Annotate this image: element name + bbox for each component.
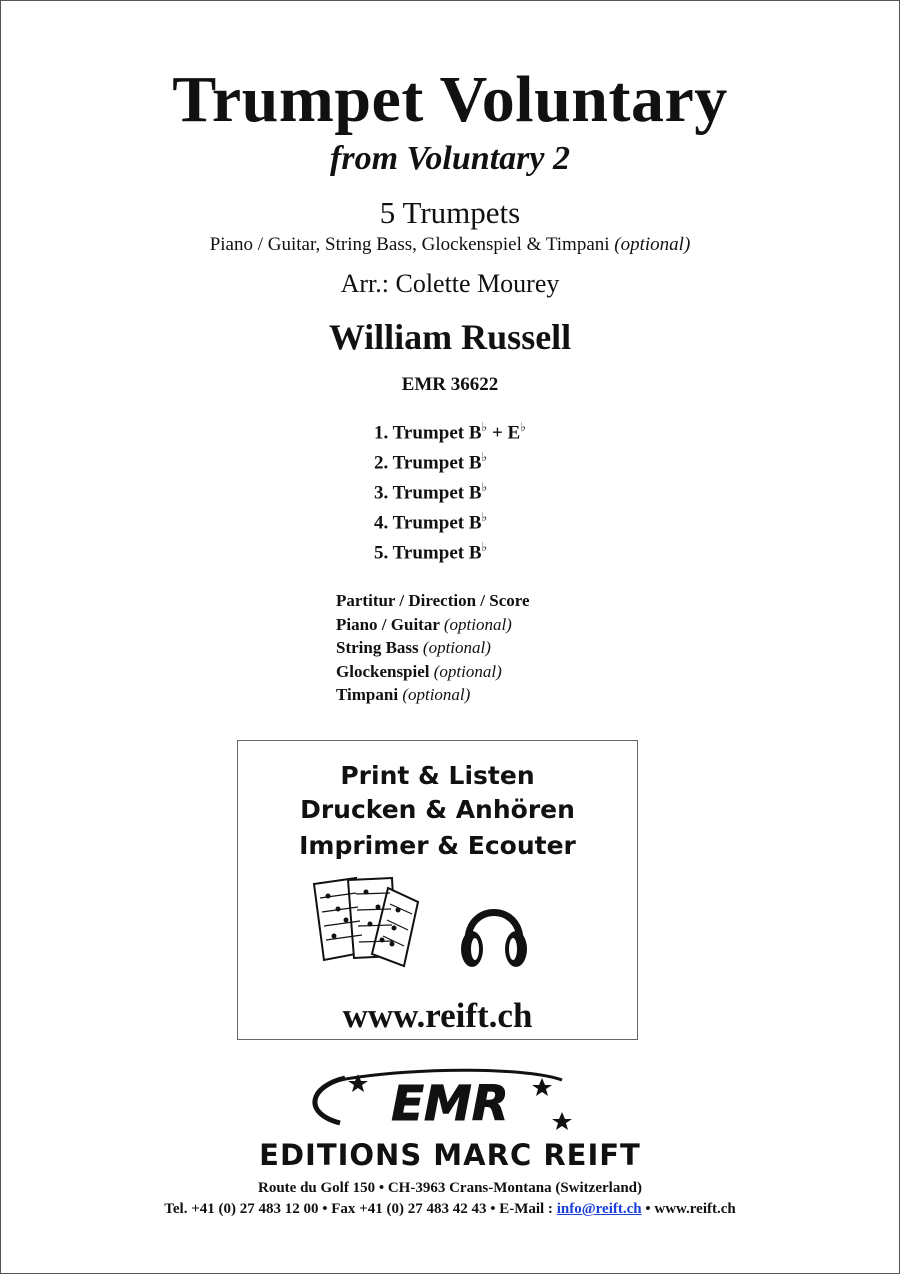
logo-text: EMR	[391, 1076, 509, 1132]
arranger: Arr.: Colette Mourey	[340, 269, 560, 298]
instrumentation: 5 Trumpets	[379, 195, 521, 230]
part-item: 5. Trumpet B♭	[374, 540, 488, 564]
print-listen-box	[237, 740, 638, 1040]
publisher-name: EDITIONS MARC REIFT	[259, 1138, 641, 1172]
extra-item: Glockenspiel (optional)	[336, 661, 502, 681]
optional-label: (optional)	[614, 234, 691, 255]
publisher-contact: Tel. +41 (0) 27 483 12 00 • Fax +41 (0) 27 483 42 43 • E-Mail : info@reift.ch • www.reift.ch	[164, 1201, 736, 1217]
part-item: 2. Trumpet B♭	[374, 450, 488, 474]
promo-line-de: Drucken & Anhören	[300, 795, 575, 824]
optional-instruments	[0, 234, 900, 256]
optional-instruments-text: Piano / Guitar, String Bass, Glockenspiel & Timpani	[209, 234, 610, 255]
part-item: 1. Trumpet B♭ + E♭	[374, 420, 526, 444]
extras-list	[336, 589, 530, 707]
page-title: Trumpet Voluntary	[172, 63, 728, 136]
extra-item: String Bass (optional)	[336, 638, 491, 657]
star-icon	[552, 1112, 572, 1130]
publisher-address: Route du Golf 150 • CH-3963 Crans-Montana (Switzerland)	[258, 1180, 642, 1196]
extra-item: Piano / Guitar (optional)	[336, 614, 512, 634]
catalog-number: EMR 36622	[401, 374, 499, 395]
part-item: 3. Trumpet B♭	[374, 480, 488, 504]
headphones-icon	[458, 891, 530, 971]
email-link[interactable]: info@reift.ch	[556, 1201, 642, 1217]
subtitle: from Voluntary 2	[330, 140, 570, 177]
promo-line-en: Print & Listen	[340, 761, 535, 790]
star-icon	[532, 1078, 552, 1096]
website-url[interactable]: www.reift.ch	[342, 996, 533, 1035]
part-item: 4. Trumpet B♭	[374, 510, 488, 534]
sheet-music-icon	[308, 874, 438, 969]
parts-list	[374, 420, 526, 570]
composer: William Russell	[328, 317, 572, 357]
extra-item: Timpani (optional)	[336, 685, 471, 704]
emr-logo	[300, 1068, 600, 1138]
promo-line-fr: Imprimer & Ecouter	[299, 831, 576, 860]
extra-item: Partitur / Direction / Score	[336, 591, 530, 610]
